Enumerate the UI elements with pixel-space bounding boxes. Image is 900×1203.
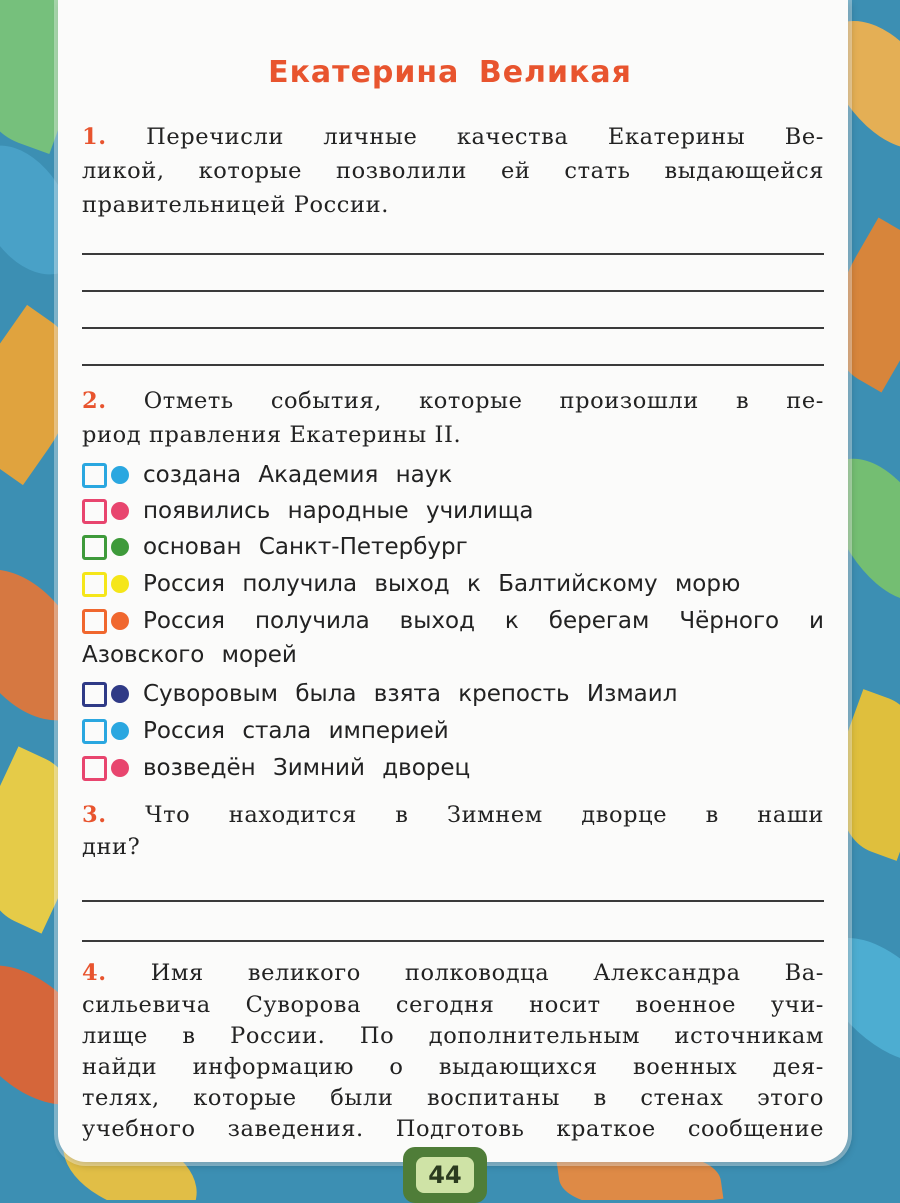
color-dot-icon [111,759,129,777]
option-item[interactable]: основан Санкт-Петербург [82,530,468,564]
answer-line[interactable] [82,940,824,942]
answer-line[interactable] [82,900,824,902]
task-2-number: 2. [82,388,107,414]
color-dot-icon [111,538,129,556]
option-item[interactable]: Россия стала империей [82,714,449,748]
answer-line[interactable] [82,364,824,366]
task-2-line-2: риод правления Екатерины II. [82,422,462,448]
checkbox[interactable] [82,719,107,744]
option-item[interactable]: появились народные училища [82,494,534,528]
checkbox[interactable] [82,535,107,560]
task-3-line-2: дни? [82,834,141,860]
page-number-badge [403,1147,487,1203]
checkbox[interactable] [82,682,107,707]
task-4-line-4: найди информацию о выдающихся военных дея- [82,1054,824,1080]
checkbox[interactable] [82,756,107,781]
task-4-line-6: учебного заведения. Подготовь краткое сообщение [82,1116,824,1142]
task-4-line-5: телях, которые были воспитаны в стенах этого [82,1085,824,1111]
checkbox[interactable] [82,463,107,488]
task-3-line-1: 3. Что находится в Зимнем дворце в наши [82,802,824,828]
checkbox[interactable] [82,572,107,597]
checkbox[interactable] [82,609,107,634]
task-2-line-1: 2. Отметь события, которые произошли в пе- [82,388,824,414]
color-dot-icon [111,612,129,630]
option-item[interactable]: создана Академия наук [82,458,452,492]
option-item[interactable]: Россия получила выход к берегам Чёрного и [82,604,824,638]
color-dot-icon [111,466,129,484]
task-1-line-3: правительницей России. [82,192,389,218]
color-dot-icon [111,722,129,740]
task-4-line-1: 4. Имя великого полководца Александра Ва- [82,960,824,986]
option-item[interactable]: возведён Зимний дворец [82,751,470,785]
task-4-line-3: лище в России. По дополнительным источникам [82,1023,824,1049]
answer-line[interactable] [82,327,824,329]
task-1-number: 1. [82,124,107,150]
color-dot-icon [111,502,129,520]
color-dot-icon [111,685,129,703]
task-4-line-2: сильевича Суворова сегодня носит военное учи- [82,992,824,1018]
option-item[interactable]: Россия получила выход к Балтийскому морю [82,567,740,601]
page-title: Екатерина Великая [268,55,632,90]
option-item-continuation: Азовского морей [82,642,297,668]
color-dot-icon [111,575,129,593]
task-1-line-1: 1. Перечисли личные качества Екатерины Ве- [82,124,824,150]
answer-line[interactable] [82,253,824,255]
task-1-line-2: ликой, которые позволили ей стать выдающейся [82,158,824,184]
option-item[interactable]: Суворовым была взята крепость Измаил [82,677,677,711]
task-3-number: 3. [82,802,107,828]
task-4-number: 4. [82,960,107,986]
checkbox[interactable] [82,499,107,524]
page-number: 44 [416,1157,473,1193]
answer-line[interactable] [82,290,824,292]
